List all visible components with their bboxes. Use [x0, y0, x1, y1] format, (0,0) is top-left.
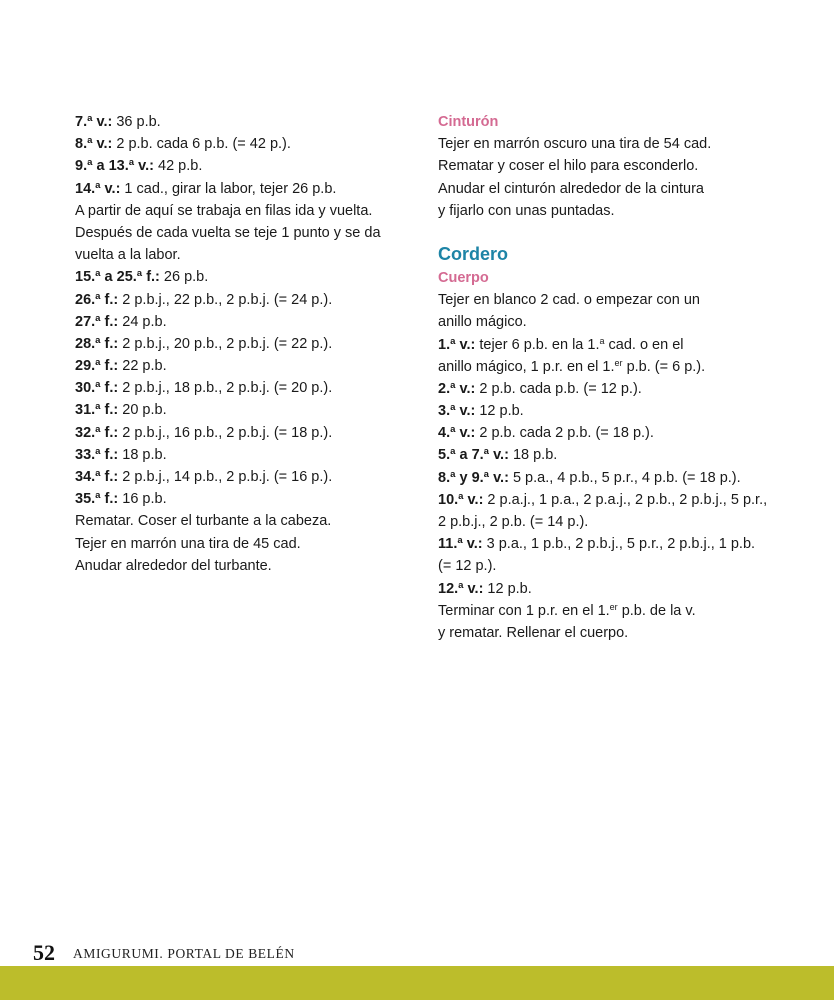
pattern-row: 1.ª v.: tejer 6 p.b. en la 1.$^a$ cad. o en el — [438, 335, 684, 353]
pattern-row: 2.ª v.: 2 p.b. cada p.b. (= 12 p.). — [438, 380, 642, 397]
pattern-row: 7.ª v.: 36 p.b. — [75, 114, 161, 130]
subsection-heading-cuerpo: Cuerpo — [438, 269, 489, 286]
left-column — [75, 111, 405, 577]
section-heading-cinturon: Cinturón — [438, 114, 499, 130]
pattern-row: 27.ª f.: 24 p.b. — [75, 313, 167, 330]
pattern-row: vuelta a la labor. — [75, 247, 181, 264]
pattern-row: 34.ª f.: 2 p.b.j., 14 p.b., 2 p.b.j. (= 16 p.). — [75, 469, 333, 485]
pattern-row: 9.ª a 13.ª v.: 42 p.b. — [75, 158, 203, 175]
pattern-row: 32.ª f.: 2 p.b.j., 16 p.b., 2 p.b.j. (= 18 p.). — [75, 424, 333, 441]
page-number: 52 — [33, 940, 55, 965]
pattern-row: 10.ª v.: 2 p.a.j., 1 p.a., 2 p.a.j., 2 p.b., 2 p.b.j., 5 p.r., — [438, 491, 768, 508]
instruction-line: anillo mágico. — [438, 314, 527, 331]
pattern-row: Tejer en marrón una tira de 45 cad. — [75, 535, 301, 552]
instruction-line: Tejer en blanco 2 cad. o empezar con un — [438, 292, 700, 309]
instruction-line: y rematar. Rellenar el cuerpo. — [438, 624, 629, 641]
pattern-row: 28.ª f.: 2 p.b.j., 20 p.b., 2 p.b.j. (= 22 p.). — [75, 335, 333, 352]
pattern-row: 3.ª v.: 12 p.b. — [438, 403, 524, 420]
pattern-row: 14.ª v.: 1 cad., girar la labor, tejer 26 p.b. — [75, 180, 337, 197]
pattern-row: Después de cada vuelta se teje 1 punto y se da — [75, 224, 381, 241]
instruction-line: y fijarlo con unas puntadas. — [438, 202, 615, 219]
pattern-row: 2 p.b.j., 2 p.b. (= 14 p.). — [438, 514, 589, 530]
pattern-row: 26.ª f.: 2 p.b.j., 22 p.b., 2 p.b.j. (= 24 p.). — [75, 291, 333, 308]
footer-color-bar — [0, 966, 834, 1000]
pattern-row: 12.ª v.: 12 p.b. — [438, 580, 532, 597]
pattern-row: 15.ª a 25.ª f.: 26 p.b. — [75, 269, 209, 286]
pattern-row: 11.ª v.: 3 p.a., 1 p.b., 2 p.b.j., 5 p.r., 2 p.b.j., 1 p.b. — [438, 536, 756, 553]
instruction-line: Terminar con 1 p.r. en el 1.$^{er}$ p.b. de la v. — [438, 601, 696, 619]
pattern-row: 5.ª a 7.ª v.: 18 p.b. — [438, 447, 558, 464]
instruction-line: Rematar y coser el hilo para esconderlo. — [438, 158, 699, 175]
running-footer-title: AMIGURUMI. PORTAL DE BELÉN — [73, 946, 295, 961]
pattern-row: 31.ª f.: 20 p.b. — [75, 402, 167, 419]
pattern-row: 8.ª y 9.ª v.: 5 p.a., 4 p.b., 5 p.r., 4 p.b. (= 18 p.). — [438, 469, 741, 486]
pattern-row: A partir de aquí se trabaja en filas ida y vuelta. — [75, 202, 373, 219]
instruction-line: Anudar el cinturón alrededor de la cintura — [438, 180, 704, 197]
pattern-row: 33.ª f.: 18 p.b. — [75, 446, 167, 463]
pattern-row: 30.ª f.: 2 p.b.j., 18 p.b., 2 p.b.j. (= 20 p.). — [75, 380, 333, 397]
pattern-row: 8.ª v.: 2 p.b. cada 6 p.b. (= 42 p.). — [75, 136, 291, 153]
pattern-row: 4.ª v.: 2 p.b. cada 2 p.b. (= 18 p.). — [438, 425, 654, 442]
pattern-row: 29.ª f.: 22 p.b. — [75, 358, 167, 375]
right-column — [438, 111, 768, 644]
pattern-row: (= 12 p.). — [438, 558, 497, 575]
pattern-row: Rematar. Coser el turbante a la cabeza. — [75, 513, 332, 530]
instruction-line: Tejer en marrón oscuro una tira de 54 cad. — [438, 136, 712, 153]
pattern-row: anillo mágico, 1 p.r. en el 1.$^{er}$ p.b. (= 6 p.). — [438, 357, 706, 375]
pattern-row: 35.ª f.: 16 p.b. — [75, 491, 167, 508]
pattern-row: Anudar alrededor del turbante. — [75, 557, 272, 574]
section-heading-cordero: Cordero — [438, 243, 509, 264]
